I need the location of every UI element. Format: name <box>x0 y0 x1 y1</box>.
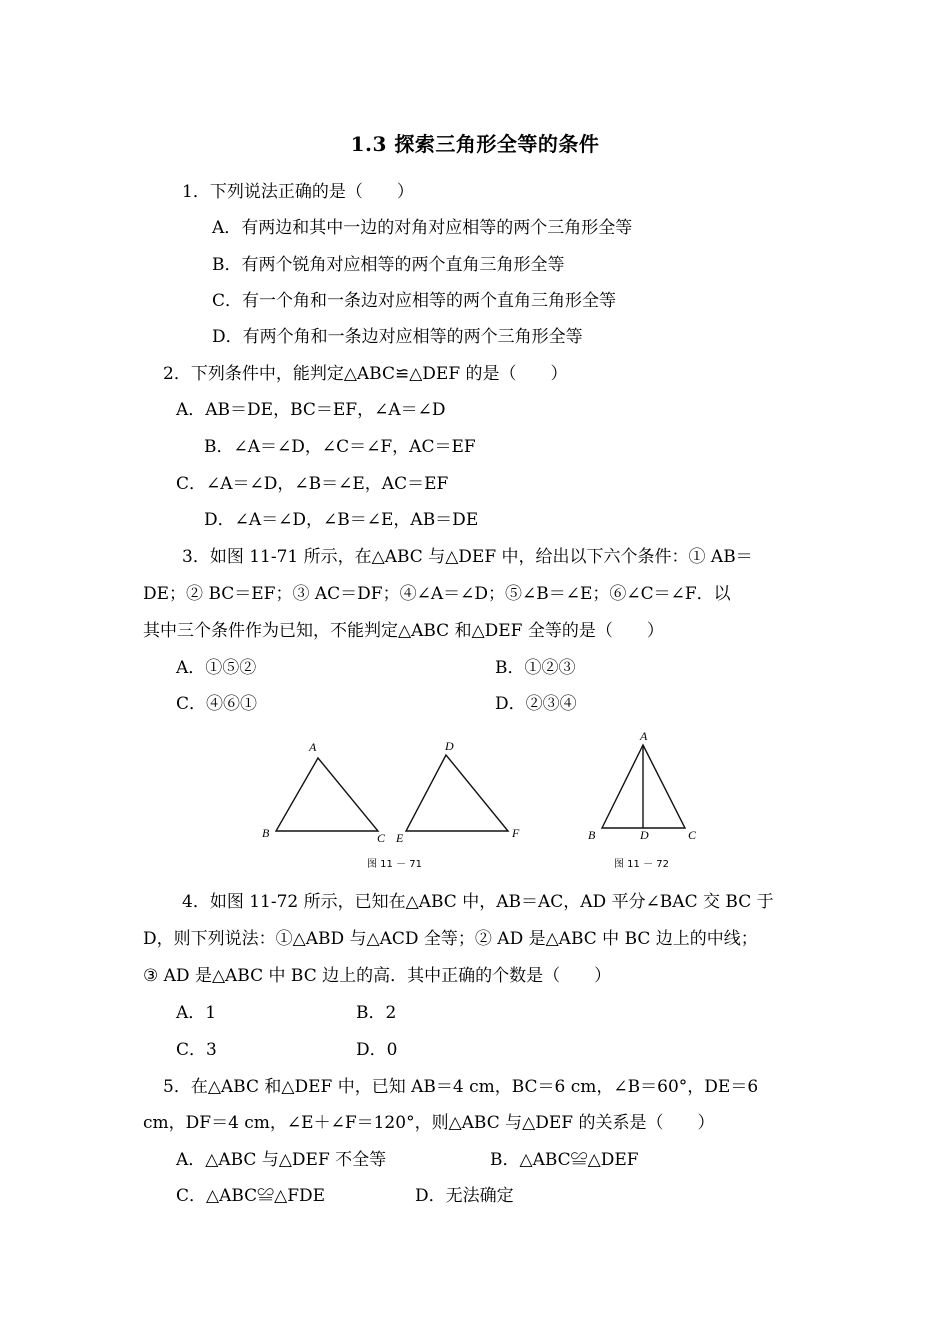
q4-option-b: B．2 <box>356 1003 397 1023</box>
q5-option-c: C．△ABC≌△FDE <box>176 1186 326 1206</box>
q4-option-c: C．3 <box>176 1040 217 1060</box>
figure-11-71 <box>262 739 520 870</box>
q1-option-a: A．有两边和其中一边的对角对应相等的两个三角形全等 <box>212 218 633 238</box>
q5-option-b: B．△ABC≌△DEF <box>490 1150 639 1170</box>
label-b-fig71: B <box>262 826 270 840</box>
q3-option-c: C．④⑥① <box>176 694 258 714</box>
q3-option-d: D．②③④ <box>495 694 577 714</box>
q4-option-d: D．0 <box>356 1040 398 1060</box>
q1-option-d: D．有两个角和一条边对应相等的两个三角形全等 <box>212 327 583 347</box>
page-title: 1.3 探索三角形全等的条件 <box>350 132 600 156</box>
triangle-abc <box>276 758 378 831</box>
q4-stem-line2: D，则下列说法：①△ABD 与△ACD 全等；② AD 是△ABC 中 BC 边上的中线； <box>143 929 758 949</box>
q3-stem-line3: 其中三个条件作为已知，不能判定△ABC 和△DEF 全等的是（ ） <box>143 621 664 641</box>
label-d-fig72: D <box>640 828 649 842</box>
triangle-def <box>406 755 508 831</box>
q1-option-b: B．有两个锐角对应相等的两个直角三角形全等 <box>212 255 565 275</box>
q2-option-b: B．∠A＝∠D，∠C＝∠F，AC＝EF <box>204 437 476 457</box>
label-d-fig71: D <box>445 739 454 753</box>
q5-stem-line2: cm，DF＝4 cm，∠E＋∠F＝120°，则△ABC 与△DEF 的关系是（ ） <box>143 1113 715 1133</box>
label-b-fig72: B <box>588 828 596 842</box>
q5-option-d: D．无法确定 <box>415 1186 514 1206</box>
q3-stem-line1: 3．如图 11-71 所示，在△ABC 与△DEF 中，给出以下六个条件：① AB＝ <box>182 547 753 567</box>
q3-stem-line2: DE；② BC＝EF；③ AC＝DF；④∠A＝∠D；⑤∠B＝∠E；⑥∠C＝∠F．以 <box>143 584 731 604</box>
q5-stem-line1: 5．在△ABC 和△DEF 中，已知 AB＝4 cm，BC＝6 cm，∠B＝60°，DE＝6 <box>163 1077 759 1097</box>
q2-stem: 2．下列条件中，能判定△ABC≌△DEF 的是（ ） <box>163 364 568 384</box>
q5-option-a: A．△ABC 与△DEF 不全等 <box>176 1150 387 1170</box>
label-c-fig71: C <box>377 831 386 845</box>
label-a-fig71: A <box>309 740 317 754</box>
q2-option-d: D．∠A＝∠D，∠B＝∠E，AB＝DE <box>204 510 479 530</box>
label-f-fig71: F <box>512 826 520 840</box>
q4-stem-line1: 4．如图 11-72 所示，已知在△ABC 中，AB＝AC，AD 平分∠BAC 交 BC 于 <box>182 892 774 912</box>
q3-option-b: B．①②③ <box>495 658 576 678</box>
caption-fig71: 图 11 － 71 <box>367 859 422 870</box>
q1-option-c: C．有一个角和一条边对应相等的两个直角三角形全等 <box>212 291 617 311</box>
label-e-fig71: E <box>396 831 404 845</box>
q4-option-a: A．1 <box>176 1003 217 1023</box>
q4-stem-line3: ③ AD 是△ABC 中 BC 边上的高．其中正确的个数是（ ） <box>143 966 612 986</box>
q2-option-a: A．AB＝DE，BC＝EF，∠A＝∠D <box>176 400 446 420</box>
label-c-fig72: C <box>688 828 697 842</box>
label-a-fig72: A <box>640 729 648 743</box>
q3-option-a: A．①⑤② <box>176 658 257 678</box>
q1-stem: 1．下列说法正确的是（ ） <box>182 182 414 202</box>
q2-option-c: C．∠A＝∠D，∠B＝∠E，AC＝EF <box>176 474 449 494</box>
figures-area <box>0 725 950 875</box>
caption-fig72: 图 11 － 72 <box>614 859 669 870</box>
figure-11-72 <box>588 729 697 870</box>
